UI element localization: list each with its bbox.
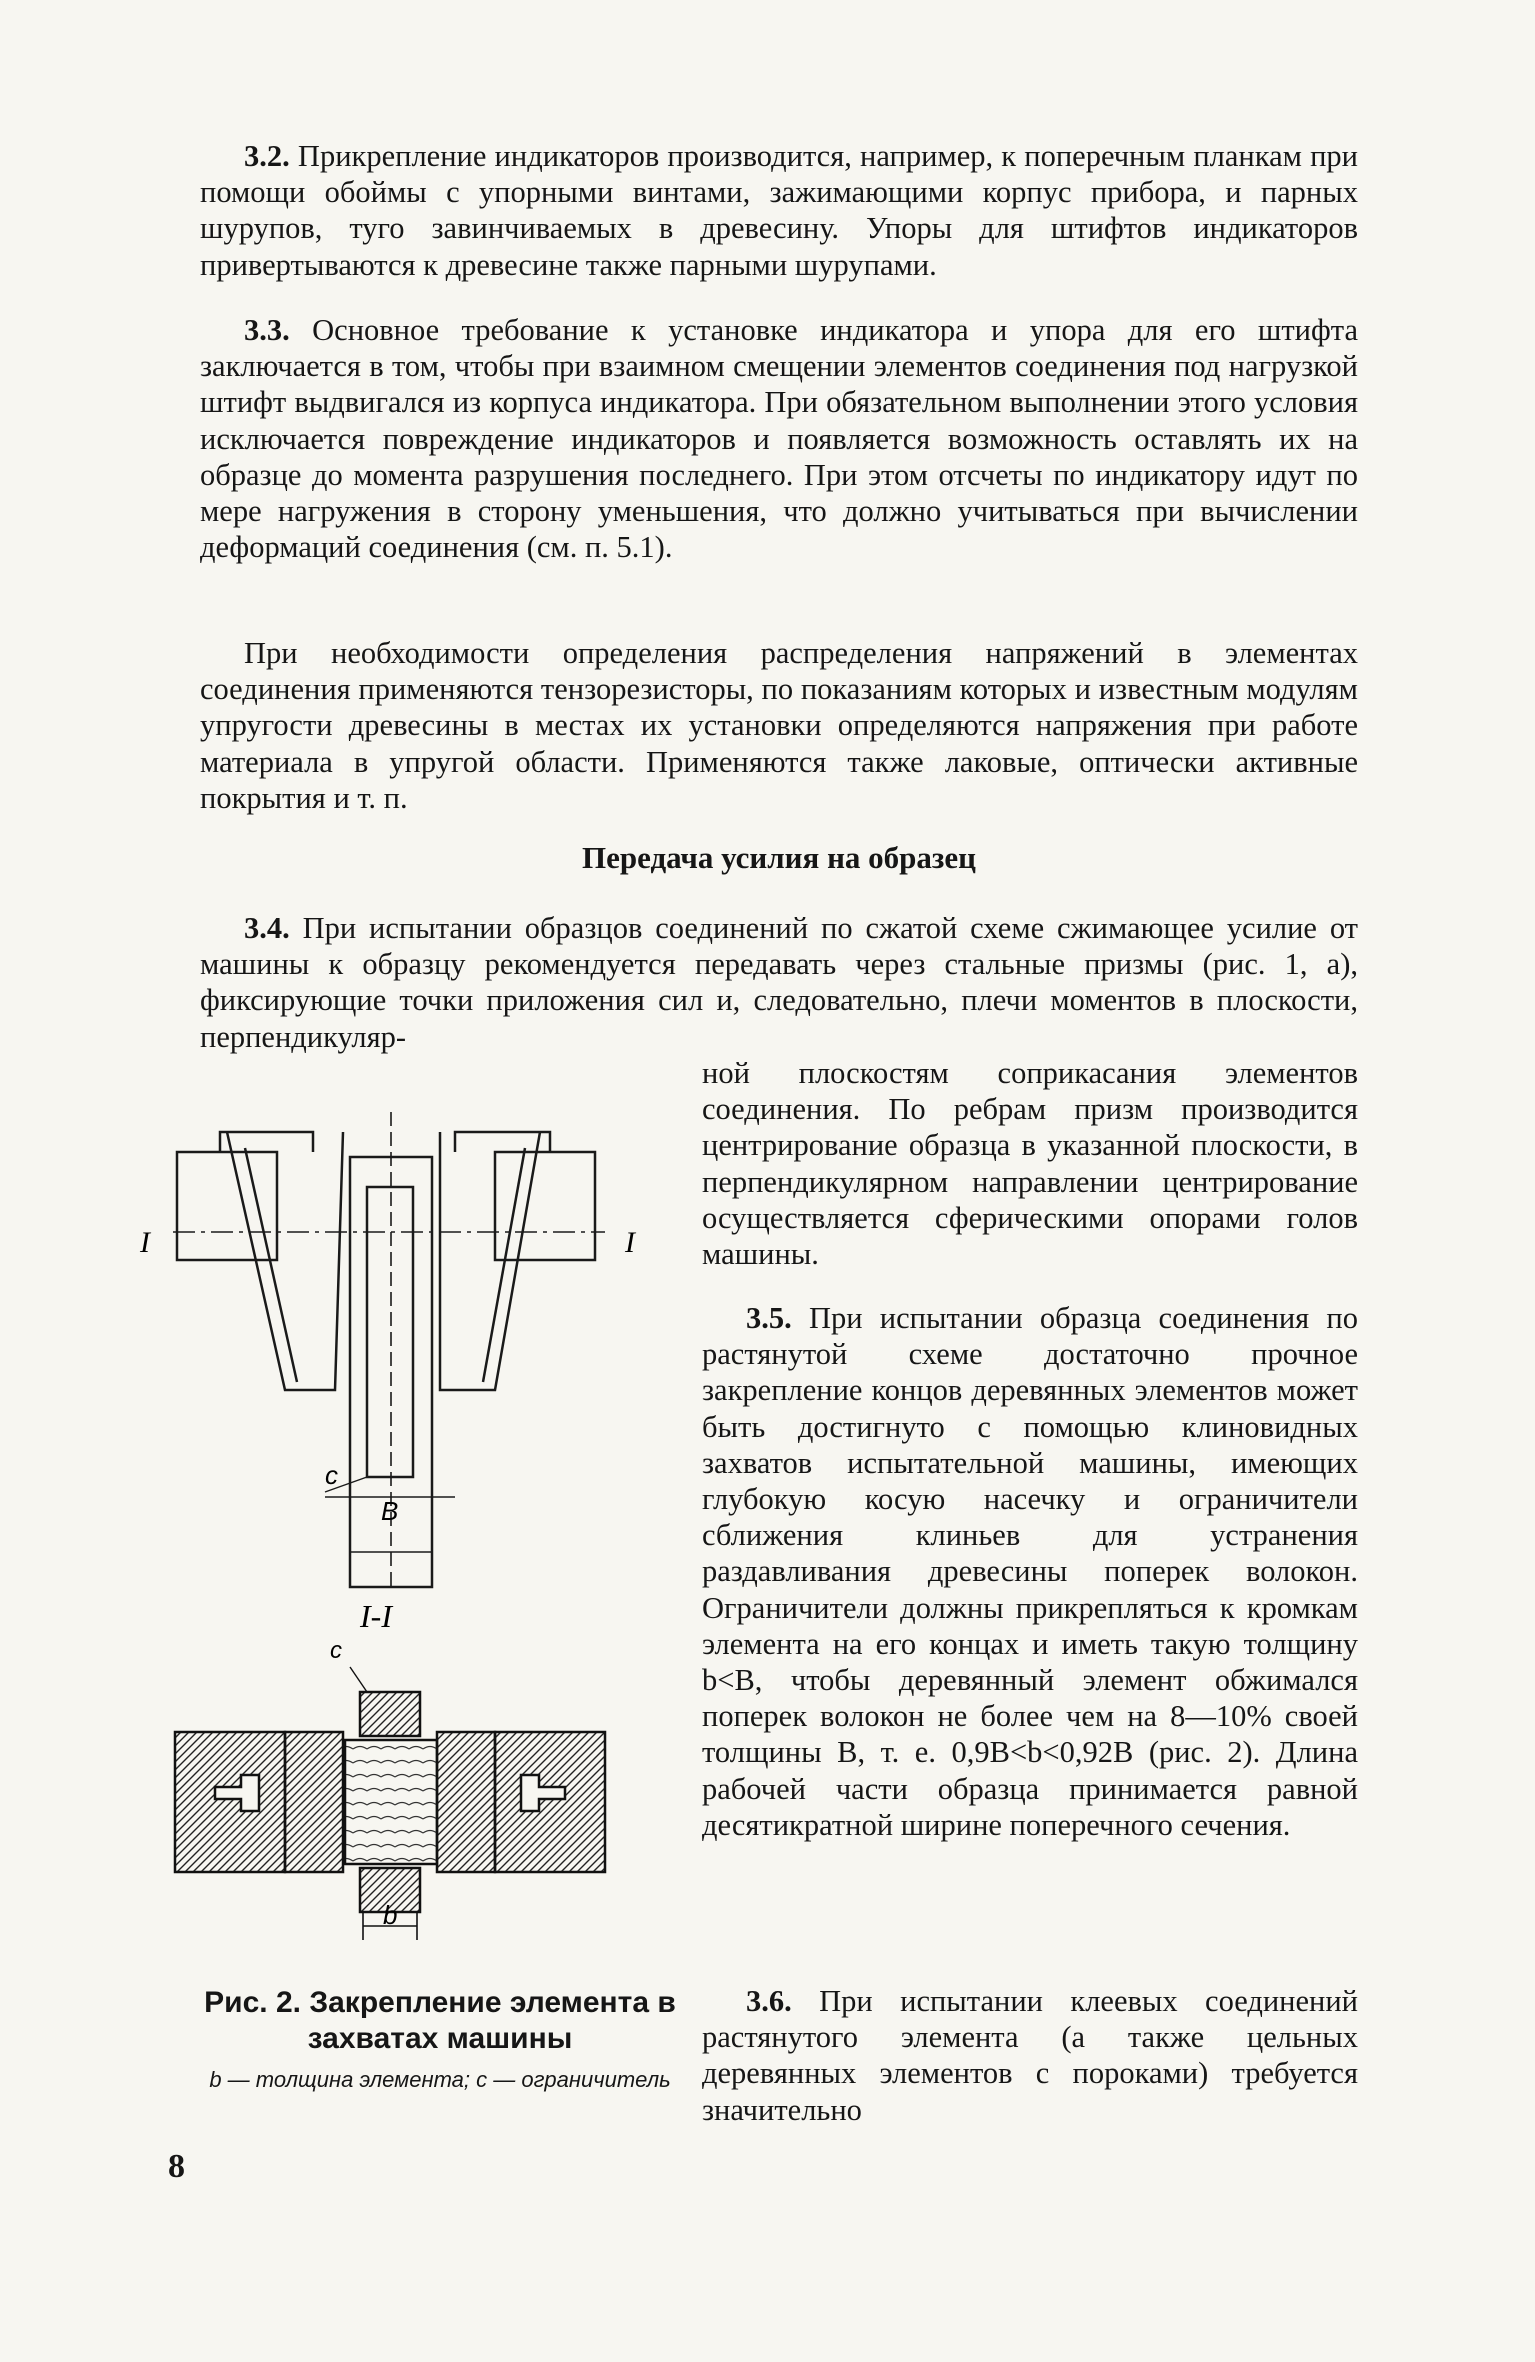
paragraph-text: При необходимости определения распределения напряжений в элементах соединения применяются тензорезисторы, по показаниям которых и известным модулям упругости древесины в местах их установки определяются напряжения при работе материала в упругой области. Применяются также лаковые, оптически активные покрытия и т. п. [200,636,1358,815]
thickness-label-top: B [381,1496,399,1526]
paragraph-number: 3.5. [746,1301,792,1335]
paragraph-3-6 [702,1983,1358,2128]
paragraph-number: 3.4. [244,911,290,945]
figure-grip-diagram [140,1112,685,1972]
thickness-label-bottom: b [383,1900,398,1930]
page-number: 8 [168,2148,185,2185]
section-heading: Передача усилия на образец [581,840,976,875]
paragraph-tensoresistors [200,635,1358,816]
paragraph-number: 3.2. [244,139,290,173]
paragraph-number: 3.3. [244,313,290,347]
paragraph-3-4 [200,910,1358,1055]
paragraph-3-5 [702,1300,1358,1843]
section-label-left: I [140,1226,150,1259]
paragraph-text: При испытании образца соединения по растянутой схеме достаточно прочное закрепление концов деревянных элементов может быть достигнуто с помощью клиновидных захватов испытательной машины, имеющих глубокую косую насечку и ограничители сближения клиньев для устранения раздавливания древесины поперек волокон. Ограничители должны прикрепляться к кромкам элемента на его концах и иметь такую толщину b<B, чтобы деревянный элемент обжимался поперек волокон не более чем на 8—10% своей толщины B, т. е. 0,9B<b<0,92B (рис. 2). Длина рабочей части образца принимается равной десятикратной ширине поперечного сечения. [702,1301,1359,1842]
figure-caption-legend: b — толщина элемента; c — ограничитель [209,2067,671,2092]
paragraph-text: При испытании клеевых соединений растянутого элемента (а также цельных деревянных элементов с пороками) требуется значительно [702,1984,1358,2127]
paragraph-3-4-continued: ной плоскостям соприкасания элементов соединения. По ребрам призм производится центрирование образца в указанной плоскости, в перпендикулярном направлении центрирование осуществляется сферическими опорами голов машины. [702,1056,1358,1272]
paragraph-text: При испытании образцов соединений по сжатой схеме сжимающее усилие от машины к образцу рекомендуется передавать через стальные призмы (рис. 1, а), фиксирующие точки приложения сил и, следовательно, плечи моментов в плоскости, перпендикуляр- [200,911,1358,1054]
paragraph-text: Прикрепление индикаторов производится, например, к поперечным планкам при помощи обоймы с упорными винтами, зажимающими корпус прибора, и парных шурупов, туго завинчиваемых в древесину. Упоры для штифтов индикаторов привертываются к древесине также парными шурупами. [200,139,1358,282]
limiter-label-top: c [325,1460,338,1490]
paragraph-3-2 [200,138,1358,283]
paragraph-3-3 [200,312,1358,565]
figure-caption-title: Рис. 2. Закрепление элемента в захватах машины [204,1986,676,2055]
limiter-label-bottom: c [330,1637,342,1664]
section-label-right: I [625,1226,635,1259]
paragraph-text: Основное требование к установке индикатора и упора для его штифта заключается в том, чтобы при взаимном смещении элементов соединения под нагрузкой штифт выдвигался из корпуса индикатора. При обязательном выполнении этого условия исключается повреждение индикаторов и появляется возможность оставлять их на образце до момента разрушения последнего. При этом отсчеты по индикатору идут по мере нагружения в сторону уменьшения, что должно учитываться при вычислении деформаций соединения (см. п. 5.1). [200,313,1358,565]
paragraph-number: 3.6. [746,1984,792,2018]
section-title: I-I [360,1598,392,1634]
